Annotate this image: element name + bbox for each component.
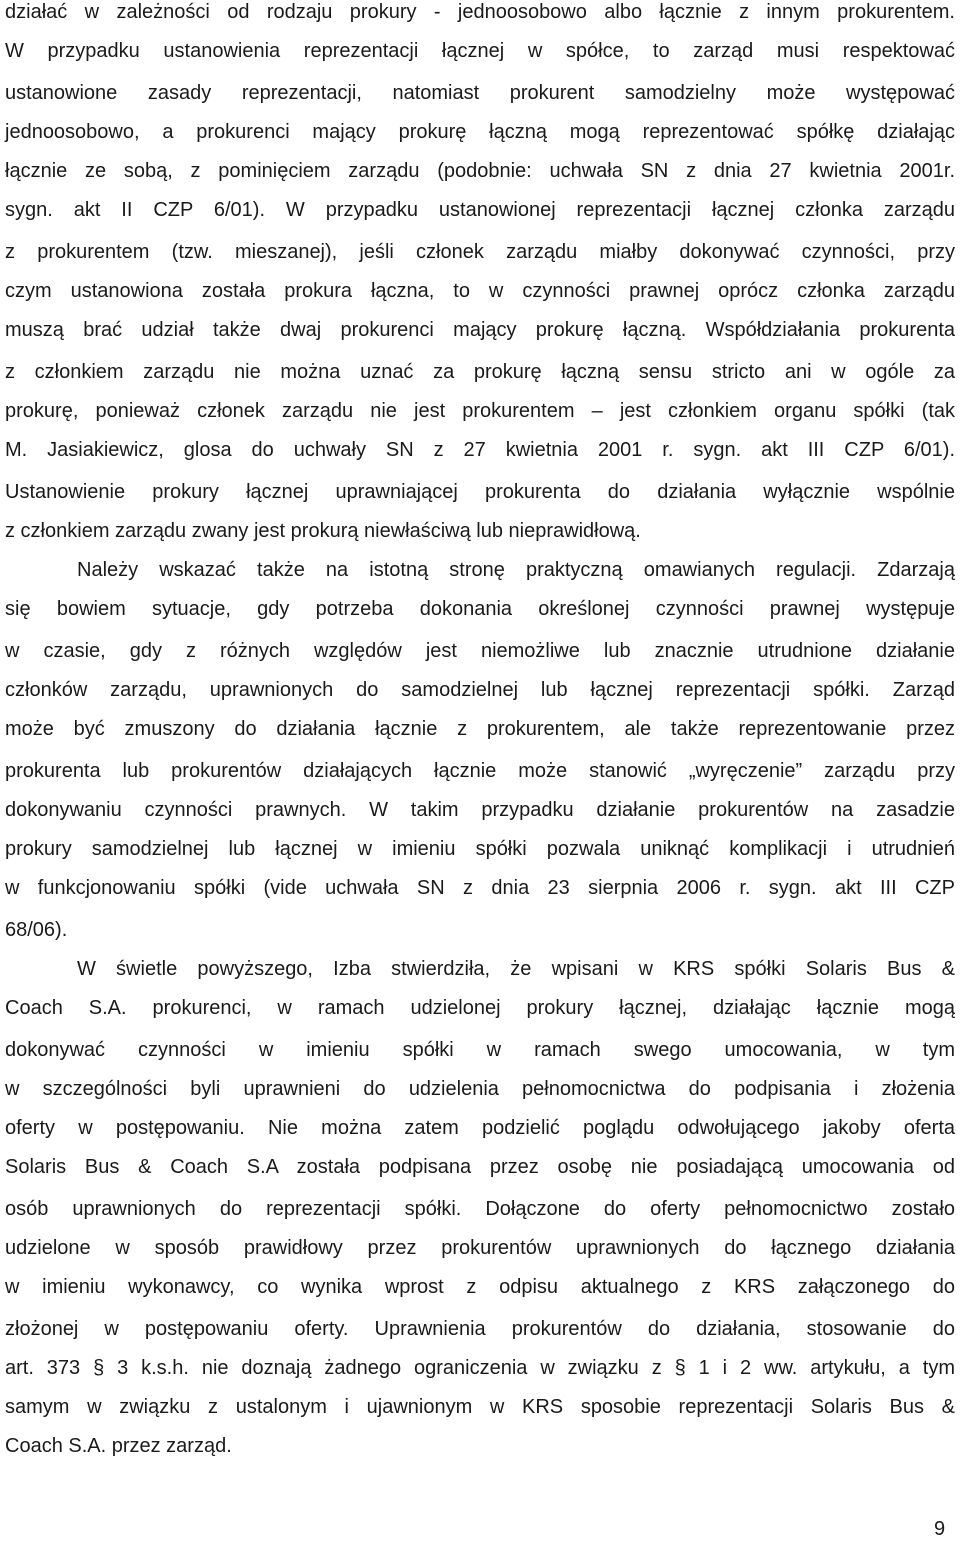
text-line: z członkiem zarządu zwany jest prokurą niewłaściwą lub nieprawidłową. (5, 520, 641, 542)
text-line: muszą brać udział także dwaj prokurenci mający prokurę łączną. Współdziałania prokurenta (5, 319, 955, 341)
text-line: prokurenta lub prokurentów działających łącznie może stanowić „wyręczenie” zarządu przy (5, 760, 955, 782)
page-number: 9 (934, 1518, 946, 1540)
text-line: Coach S.A. przez zarząd. (5, 1435, 232, 1457)
text-line: samym w związku z ustalonym i ujawnionym w KRS sposobie reprezentacji Solaris Bus & (5, 1396, 955, 1418)
text-line: ustanowione zasady reprezentacji, natomiast prokurent samodzielny może występować (5, 82, 955, 104)
text-line: 68/06). (5, 919, 68, 941)
text-line: w czasie, gdy z różnych względów jest niemożliwe lub znacznie utrudnione działanie (5, 640, 955, 662)
text-line: jednoosobowo, a prokurenci mający prokurę łączną mogą reprezentować spółkę działając (5, 121, 955, 143)
text-line: z prokurentem (tzw. mieszanej), jeśli członek zarządu miałby dokonywać czynności, przy (5, 241, 955, 263)
text-line: prokury samodzielnej lub łącznej w imieniu spółki pozwala uniknąć komplikacji i utrudnień (5, 838, 955, 860)
text-line: W przypadku ustanowienia reprezentacji łącznej w spółce, to zarząd musi respektować (5, 40, 955, 62)
text-line: może być zmuszony do działania łącznie z prokurentem, ale także reprezentowanie przez (5, 718, 955, 740)
text-line: dokonywać czynności w imieniu spółki w ramach swego umocowania, w tym (5, 1039, 955, 1061)
text-line: czym ustanowiona została prokura łączna, to w czynności prawnej oprócz członka zarządu (5, 280, 955, 302)
text-line: osób uprawnionych do reprezentacji spółki. Dołączone do oferty pełnomocnictwo zostało (5, 1198, 955, 1220)
text-line: złożonej w postępowaniu oferty. Uprawnienia prokurentów do działania, stosowanie do (5, 1318, 955, 1340)
text-line: w szczególności byli uprawnieni do udzielenia pełnomocnictwa do podpisania i złożenia (5, 1078, 955, 1100)
text-line: sygn. akt II CZP 6/01). W przypadku ustanowionej reprezentacji łącznej członka zarządu (5, 199, 955, 221)
text-line: się bowiem sytuacje, gdy potrzeba dokonania określonej czynności prawnej występuje (5, 598, 955, 620)
text-line: Coach S.A. prokurenci, w ramach udzielonej prokury łącznej, działając łącznie mogą (5, 997, 955, 1019)
text-line: art. 373 § 3 k.s.h. nie doznają żadnego ograniczenia w związku z § 1 i 2 ww. artykułu, a tym (5, 1357, 955, 1379)
text-line: działać w zależności od rodzaju prokury - jednoosobowo albo łącznie z innym prokurentem. (5, 1, 955, 23)
paragraph-start-line: Należy wskazać także na istotną stronę praktyczną omawianych regulacji. Zdarzają (77, 559, 955, 581)
text-line: dokonywaniu czynności prawnych. W takim przypadku działanie prokurentów na zasadzie (5, 799, 955, 821)
text-line: prokurę, ponieważ członek zarządu nie jest prokurentem – jest członkiem organu spółki (tak (5, 400, 955, 422)
text-line: Ustanowienie prokury łącznej uprawniającej prokurenta do działania wyłącznie wspólnie (5, 481, 955, 503)
paragraph-start-line: W świetle powyższego, Izba stwierdziła, że wpisani w KRS spółki Solaris Bus & (77, 958, 955, 980)
text-line: z członkiem zarządu nie można uznać za prokurę łączną sensu stricto ani w ogóle za (5, 361, 955, 383)
text-line: w funkcjonowaniu spółki (vide uchwała SN z dnia 23 sierpnia 2006 r. sygn. akt III CZP (5, 877, 955, 899)
text-line: M. Jasiakiewicz, glosa do uchwały SN z 27 kwietnia 2001 r. sygn. akt III CZP 6/01). (5, 439, 955, 461)
text-line: łącznie ze sobą, z pominięciem zarządu (podobnie: uchwała SN z dnia 27 kwietnia 2001r. (5, 160, 955, 182)
text-line: oferty w postępowaniu. Nie można zatem podzielić poglądu odwołującego jakoby oferta (5, 1117, 955, 1139)
text-line: w imieniu wykonawcy, co wynika wprost z odpisu aktualnego z KRS załączonego do (5, 1276, 955, 1298)
text-line: udzielone w sposób prawidłowy przez prokurentów uprawnionych do łącznego działania (5, 1237, 955, 1259)
text-line: członków zarządu, uprawnionych do samodzielnej lub łącznej reprezentacji spółki. Zarząd (5, 679, 955, 701)
text-line: Solaris Bus & Coach S.A została podpisana przez osobę nie posiadającą umocowania od (5, 1156, 955, 1178)
